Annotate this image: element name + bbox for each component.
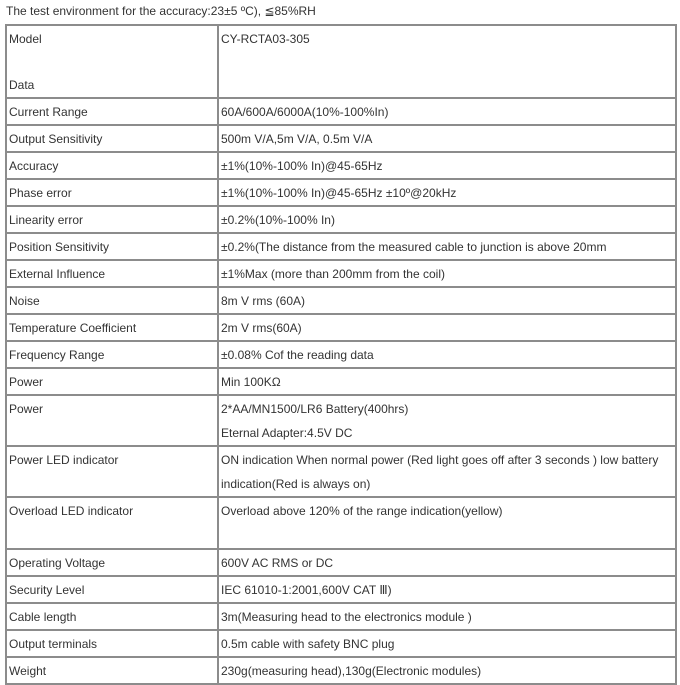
- row-value-cell: [218, 395, 676, 446]
- row-value-line: ±1%(10%-100% In)@45-65Hz: [221, 159, 383, 173]
- model-label: Model: [9, 32, 42, 46]
- row-label-cell: [6, 314, 218, 341]
- row-value-cell: [218, 446, 676, 497]
- row-value-line: Overload above 120% of the range indication(yellow): [221, 504, 503, 518]
- table-row: [6, 368, 676, 395]
- row-label: Output Sensitivity: [9, 132, 103, 146]
- row-value-line: 600V AC RMS or DC: [221, 556, 334, 570]
- row-value-cell: [218, 233, 676, 260]
- row-value-line: 2m V rms(60A): [221, 321, 302, 335]
- row-label: Temperature Coefficient: [9, 321, 137, 335]
- row-value-line: IEC 61010-1:2001,600V CAT Ⅲ): [221, 583, 392, 597]
- table-row: [6, 446, 676, 497]
- row-value-line: ON indication When normal power (Red light goes off after 3 seconds ) low battery: [221, 453, 659, 467]
- table-row: [6, 98, 676, 125]
- table-row: [6, 206, 676, 233]
- row-label: Noise: [9, 294, 40, 308]
- row-value-cell: [218, 125, 676, 152]
- row-value-cell: [218, 497, 676, 549]
- table-row: [6, 341, 676, 368]
- table-row: [6, 657, 676, 684]
- table-row: [6, 287, 676, 314]
- table-row: [6, 179, 676, 206]
- row-label: Current Range: [9, 105, 88, 119]
- row-label-cell: [6, 497, 218, 549]
- table-row: [6, 603, 676, 630]
- row-value-cell: [218, 576, 676, 603]
- table-row: [6, 549, 676, 576]
- row-value-cell: [218, 314, 676, 341]
- row-label: Cable length: [9, 610, 77, 624]
- row-label: Phase error: [9, 186, 72, 200]
- row-label-cell: [6, 206, 218, 233]
- row-label: Security Level: [9, 583, 85, 597]
- row-label: Power LED indicator: [9, 453, 119, 467]
- row-label: Power: [9, 375, 44, 389]
- row-value-line: 230g(measuring head),130g(Electronic modules): [221, 664, 482, 678]
- row-label-cell: [6, 576, 218, 603]
- row-value-line: 3m(Measuring head to the electronics module ): [221, 610, 472, 624]
- row-label-cell: [6, 603, 218, 630]
- row-label-cell: [6, 368, 218, 395]
- row-value-cell: [218, 657, 676, 684]
- row-label: Weight: [9, 664, 47, 678]
- row-label: Frequency Range: [9, 348, 105, 362]
- row-label: Linearity error: [9, 213, 84, 227]
- row-label-cell: [6, 630, 218, 657]
- model-value: CY-RCTA03-305: [221, 32, 310, 46]
- row-value-line: ±0.2%(The distance from the measured cable to junction is above 20mm: [221, 240, 607, 254]
- table-row: [6, 576, 676, 603]
- row-value-line: indication(Red is always on): [221, 477, 371, 491]
- row-value-line: 500m V/A,5m V/A, 0.5m V/A: [221, 132, 373, 146]
- row-label: Output terminals: [9, 637, 98, 651]
- table-row: [6, 152, 676, 179]
- header-value-cell: [218, 25, 676, 98]
- row-label-cell: [6, 233, 218, 260]
- row-value-cell: [218, 287, 676, 314]
- row-value-cell: [218, 260, 676, 287]
- header-label-cell: [6, 25, 218, 98]
- row-value-cell: [218, 368, 676, 395]
- row-label-cell: [6, 657, 218, 684]
- row-label-cell: [6, 125, 218, 152]
- spec-table-body: [6, 25, 676, 684]
- row-label-cell: [6, 549, 218, 576]
- row-value-line: Eternal Adapter:4.5V DC: [221, 426, 353, 440]
- row-value-line: 8m V rms (60A): [221, 294, 306, 308]
- row-value-cell: [218, 179, 676, 206]
- table-row: [6, 630, 676, 657]
- table-row: [6, 233, 676, 260]
- row-value-cell: [218, 341, 676, 368]
- row-value-cell: [218, 630, 676, 657]
- row-value-line: Min 100KΩ: [221, 375, 281, 389]
- table-header-row: [6, 25, 676, 98]
- table-row: [6, 125, 676, 152]
- row-label-cell: [6, 260, 218, 287]
- row-label: Position Sensitivity: [9, 240, 110, 254]
- test-environment-note: The test environment for the accuracy:23±5 ºC), ≦85%RH: [6, 4, 316, 18]
- row-label: External Influence: [9, 267, 106, 281]
- row-label-cell: [6, 395, 218, 446]
- row-label-cell: [6, 446, 218, 497]
- spec-table: [5, 24, 677, 685]
- row-label: Operating Voltage: [9, 556, 106, 570]
- row-label: Accuracy: [9, 159, 59, 173]
- table-row: [6, 314, 676, 341]
- row-value-line: 2*AA/MN1500/LR6 Battery(400hrs): [221, 402, 409, 416]
- row-value-cell: [218, 549, 676, 576]
- table-row: [6, 395, 676, 446]
- row-value-cell: [218, 206, 676, 233]
- row-value-cell: [218, 98, 676, 125]
- row-label-cell: [6, 152, 218, 179]
- row-label-cell: [6, 179, 218, 206]
- row-label-cell: [6, 287, 218, 314]
- data-label: Data: [9, 78, 35, 92]
- row-value-line: 0.5m cable with safety BNC plug: [221, 637, 395, 651]
- table-row: [6, 260, 676, 287]
- row-value-line: 60A/600A/6000A(10%-100%In): [221, 105, 389, 119]
- row-value-line: ±1%Max (more than 200mm from the coil): [221, 267, 445, 281]
- row-label: Power: [9, 402, 44, 416]
- row-label-cell: [6, 98, 218, 125]
- row-value-line: ±0.2%(10%-100% In): [221, 213, 335, 227]
- row-value-line: ±1%(10%-100% In)@45-65Hz ±10º@20kHz: [221, 186, 457, 200]
- row-value-cell: [218, 603, 676, 630]
- table-row: [6, 497, 676, 549]
- row-label-cell: [6, 341, 218, 368]
- row-label: Overload LED indicator: [9, 504, 134, 518]
- row-value-line: ±0.08% Cof the reading data: [221, 348, 374, 362]
- row-value-cell: [218, 152, 676, 179]
